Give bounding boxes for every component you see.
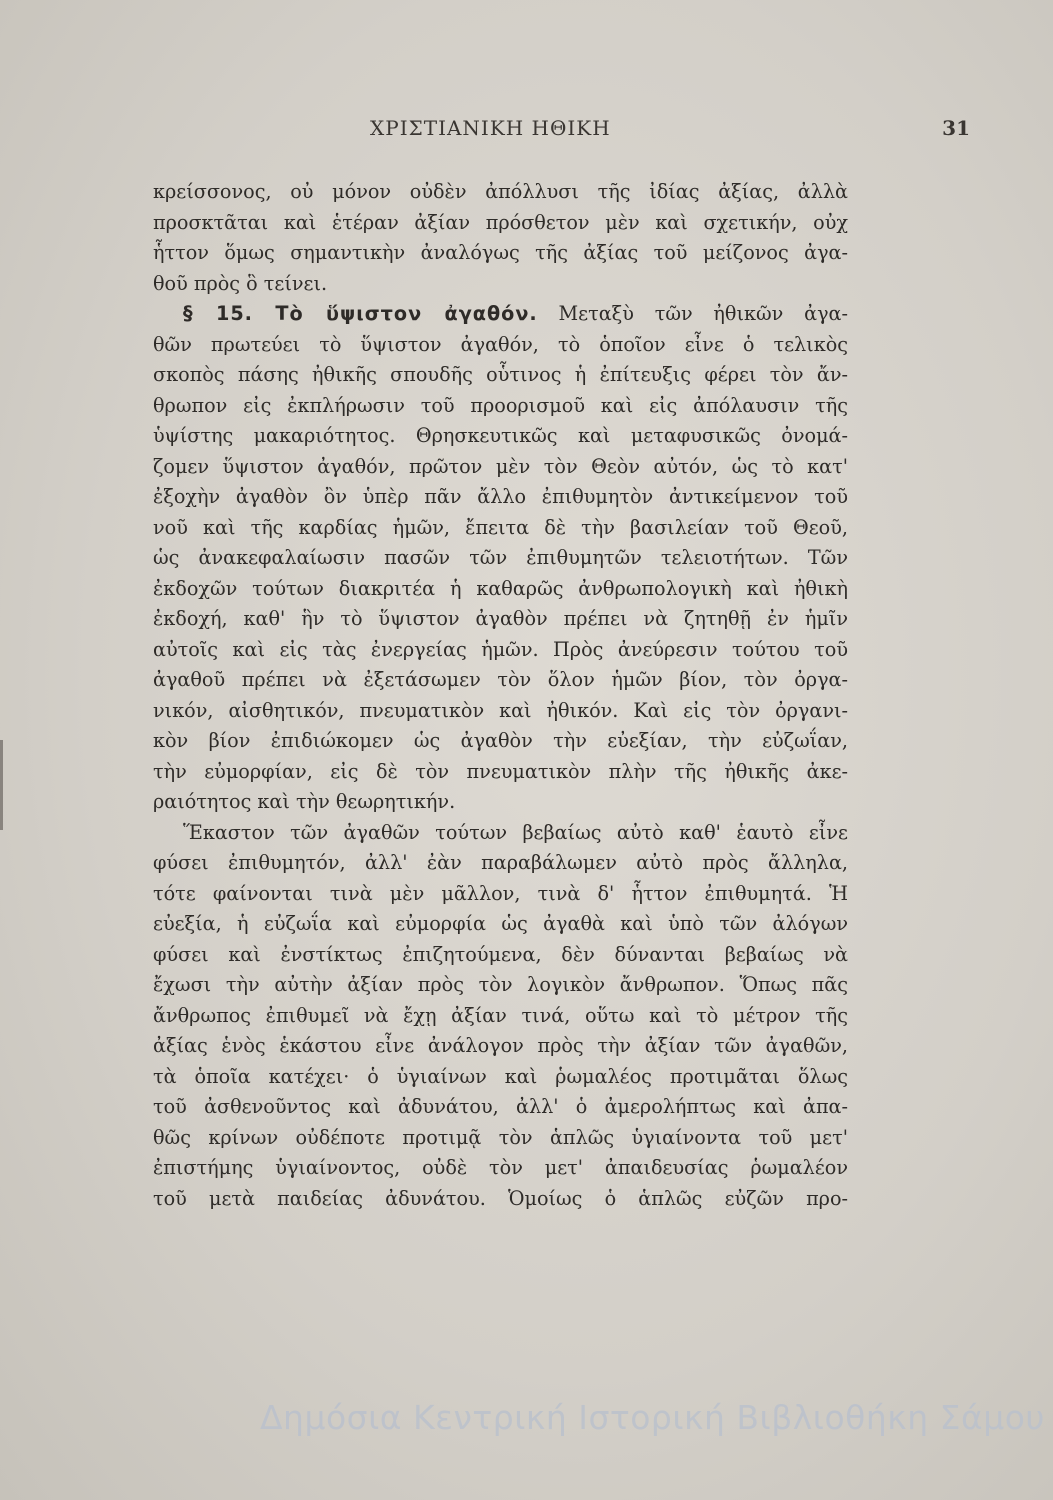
text-line: τοῦ ἀσθενοῦντος καὶ ἀδυνάτου, ἀλλ' ὁ ἀμερολήπτως καὶ ἀπα-: [153, 1095, 848, 1118]
text-line: ἐπιστήμης ὑγιαίνοντος, οὐδὲ τὸν μετ' ἀπαιδευσίας ῥωμαλέον: [153, 1156, 848, 1179]
text-line: νοῦ καὶ τῆς καρδίας ἡμῶν, ἔπειτα δὲ τὴν βασιλείαν τοῦ Θεοῦ,: [153, 515, 848, 539]
text-line: φύσει καὶ ἐνστίκτως ἐπιζητούμενα, δὲν δύνανται βεβαίως νὰ: [153, 942, 848, 966]
text-line: Ἕκαστον τῶν ἀγαθῶν τούτων βεβαίως αὐτὸ καθ' ἑαυτὸ εἶνε: [183, 820, 848, 844]
text-line: ἀγαθοῦ πρέπει νὰ ἐξετάσωμεν τὸν ὅλον ἡμῶν βίον, τὸν ὀργα-: [153, 668, 848, 691]
text-line-content: Μεταξὺ τῶν ἠθικῶν ἀγα-: [558, 302, 848, 325]
text-line: ὑψίστης μακαριότητος. Θρησκευτικῶς καὶ μεταφυσικῶς ὀνομά-: [153, 424, 848, 447]
text-line: ἧττον ὅμως σημαντικὴν ἀναλόγως τῆς ἀξίας τοῦ μείζονος ἀγα-: [153, 241, 848, 264]
text-line: ὡς ἀνακεφαλαίωσιν πασῶν τῶν ἐπιθυμητῶν τελειοτήτων. Τῶν: [153, 546, 848, 569]
text-line: τὰ ὁποῖα κατέχει· ὁ ὑγιαίνων καὶ ῥωμαλέος προτιμᾶται ὅλως: [153, 1064, 848, 1088]
margin-mark: [0, 740, 17, 830]
section-heading: § 15. Τὸ ὕψιστον ἀγαθόν.: [183, 302, 538, 325]
text-line: εὐεξία, ἡ εὐζωΐα καὶ εὐμορφία ὡς ἀγαθὰ καὶ ὑπὸ τῶν ἀλόγων: [153, 912, 848, 935]
running-title: ΧΡΙΣΤΙΑΝΙΚΗ ΗΘΙΚΗ: [370, 116, 611, 140]
text-line: φύσει ἐπιθυμητόν, ἀλλ' ἐὰν παραβάλωμεν αὐτὸ πρὸς ἄλληλα,: [153, 851, 848, 874]
library-watermark: Δημόσια Κεντρική Ιστορική Βιβλιοθήκη Σάμου: [259, 1398, 1045, 1437]
text-line: [153, 299, 848, 330]
text-line: ἀξίας ἑνὸς ἑκάστου εἶνε ἀνάλογον πρὸς τὴν ἀξίαν τῶν ἀγαθῶν,: [153, 1034, 848, 1057]
text-line: ἐξοχὴν ἀγαθὸν ὂν ὑπὲρ πᾶν ἄλλο ἐπιθυμητὸν ἀντικείμενον τοῦ: [153, 485, 848, 508]
text-line: ἐκδοχῶν τούτων διακριτέα ἡ καθαρῶς ἀνθρωπολογικὴ καὶ ἠθικὴ: [153, 576, 848, 600]
body-text: [153, 177, 848, 1214]
text-line: τοῦ μετὰ παιδείας ἀδυνάτου. Ὁμοίως ὁ ἁπλῶς εὐζῶν προ-: [153, 1186, 848, 1210]
text-line: κὸν βίον ἐπιδιώκομεν ὡς ἀγαθὸν τὴν εὐεξίαν, τὴν εὐζωΐαν,: [153, 729, 848, 752]
text-line: ραιότητος καὶ τὴν θεωρητικήν.: [153, 790, 456, 813]
text-line: τότε φαίνονται τινὰ μὲν μᾶλλον, τινὰ δ' ἧττον ἐπιθυμητά. Ἡ: [153, 881, 848, 905]
text-line: θρωπον εἰς ἐκπλήρωσιν τοῦ προορισμοῦ καὶ εἰς ἀπόλαυσιν τῆς: [153, 393, 848, 417]
text-line: ἄνθρωπος ἐπιθυμεῖ νὰ ἔχῃ ἀξίαν τινά, οὕτω καὶ τὸ μέτρον τῆς: [153, 1003, 848, 1027]
text-line: νικόν, αἰσθητικόν, πνευματικὸν καὶ ἠθικόν. Καὶ εἰς τὸν ὀργανι-: [153, 698, 848, 722]
text-line: ἔχωσι τὴν αὐτὴν ἀξίαν πρὸς τὸν λογικὸν ἄνθρωπον. Ὅπως πᾶς: [153, 973, 848, 996]
text-line: τὴν εὐμορφίαν, εἰς δὲ τὸν πνευματικὸν πλὴν τῆς ἠθικῆς ἀκε-: [153, 759, 848, 783]
text-line: θῶν πρωτεύει τὸ ὕψιστον ἀγαθόν, τὸ ὁποῖον εἶνε ὁ τελικὸς: [153, 332, 848, 356]
text-line: σκοπὸς πάσης ἠθικῆς σπουδῆς οὗτινος ἡ ἐπίτευξις φέρει τὸν ἄν-: [153, 363, 848, 386]
page-header: [370, 116, 970, 146]
text-line: προσκτᾶται καὶ ἑτέραν ἀξίαν πρόσθετον μὲν καὶ σχετικήν, οὐχ: [153, 210, 848, 234]
text-line: θοῦ πρὸς ὃ τείνει.: [153, 271, 328, 295]
text-line: αὐτοῖς καὶ εἰς τὰς ἐνεργείας ἡμῶν. Πρὸς ἀνεύρεσιν τούτου τοῦ: [153, 637, 848, 661]
text-line: ζομεν ὕψιστον ἀγαθόν, πρῶτον μὲν τὸν Θεὸν αὐτόν, ὡς τὸ κατ': [153, 454, 848, 478]
text-line: θῶς κρίνων οὐδέποτε προτιμᾷ τὸν ἁπλῶς ὑγιαίνοντα τοῦ μετ': [153, 1125, 848, 1149]
text-line: κρείσσονος, οὐ μόνον οὐδὲν ἀπόλλυσι τῆς ἰδίας ἀξίας, ἀλλὰ: [153, 180, 848, 203]
page-number: 31: [942, 116, 970, 140]
text-line: ἐκδοχή, καθ' ἣν τὸ ὕψιστον ἀγαθὸν πρέπει νὰ ζητηθῇ ἐν ἡμῖν: [153, 607, 848, 630]
